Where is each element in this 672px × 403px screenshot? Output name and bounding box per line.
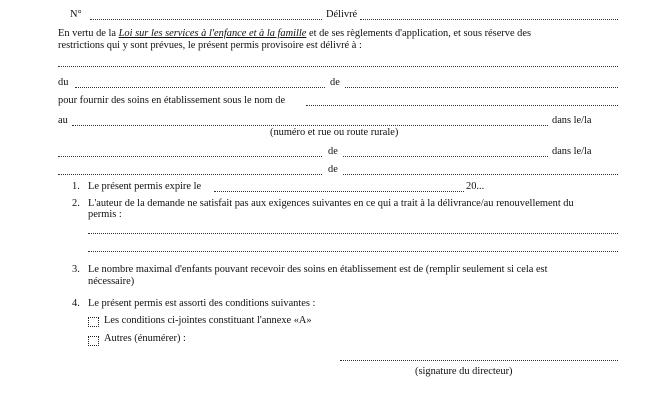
address-field[interactable] <box>72 125 548 126</box>
annex-a-label: Les conditions ci-jointes constituant l'annexe «A» <box>104 315 312 326</box>
de-label: de <box>330 77 340 88</box>
intro-text-b: et de ses règlements d'application, et sous réserve des <box>309 28 532 39</box>
de-label-3: de <box>328 164 338 175</box>
delivered-label: Délivré <box>326 9 358 20</box>
expiry-date-field[interactable] <box>214 191 464 192</box>
item-3-line-2: nécessaire) <box>88 276 135 287</box>
de-field-2[interactable] <box>343 156 548 157</box>
item-3-number: 3. <box>72 264 80 275</box>
item-2-line-2: permis : <box>88 209 122 220</box>
requirements-field-1[interactable] <box>88 233 618 234</box>
du-label: du <box>58 77 69 88</box>
de-label-2: de <box>328 146 338 157</box>
intro-line-2: restrictions qui y sont prévues, le présent permis provisoire est délivré à : <box>58 40 362 51</box>
annex-a-checkbox[interactable] <box>88 317 99 327</box>
item-2-line-1: L'auteur de la demande ne satisfait pas aux exigences suivantes en ce qui a trait à la délivrance/au renouvellement du <box>88 198 574 209</box>
item-4-text: Le présent permis est assorti des conditions suivantes : <box>88 298 316 309</box>
expiry-year: 20... <box>466 181 485 192</box>
item-1-text: Le présent permis expire le <box>88 181 202 192</box>
au-label: au <box>58 115 68 126</box>
law-title: Loi sur les services à l'enfance et à la famille <box>118 28 307 39</box>
licensee-name-field[interactable] <box>58 66 618 67</box>
intro-text-a: En vertu de la <box>58 28 116 39</box>
care-name-field[interactable] <box>306 105 618 106</box>
item-3-line-1: Le nombre maximal d'enfants pouvant recevoir des soins en établissement est de (remplir seulement si cela est <box>88 264 548 275</box>
de-field-3[interactable] <box>343 174 618 175</box>
other-conditions-label: Autres (énumérer) : <box>104 333 186 344</box>
item-4-number: 4. <box>72 298 80 309</box>
du-field-1[interactable] <box>75 87 325 88</box>
item-1-number: 1. <box>72 181 80 192</box>
region-field[interactable] <box>58 174 322 175</box>
de-field-1[interactable] <box>345 87 618 88</box>
address-caption: (numéro et rue ou route rurale) <box>270 127 399 138</box>
item-2-number: 2. <box>72 198 80 209</box>
delivered-to-field[interactable] <box>360 19 618 20</box>
requirements-field-2[interactable] <box>88 251 618 252</box>
municipality-field[interactable] <box>58 156 322 157</box>
care-label: pour fournir des soins en établissement sous le nom de <box>58 95 286 106</box>
signature-field[interactable] <box>340 360 618 361</box>
in-the-label-2: dans le/la <box>552 146 592 157</box>
signature-caption: (signature du directeur) <box>415 366 513 377</box>
permit-number-field[interactable] <box>90 19 322 20</box>
intro-line-1 <box>58 28 531 40</box>
number-label: N° <box>70 9 82 20</box>
in-the-label-1: dans le/la <box>552 115 592 126</box>
other-conditions-checkbox[interactable] <box>88 336 99 346</box>
